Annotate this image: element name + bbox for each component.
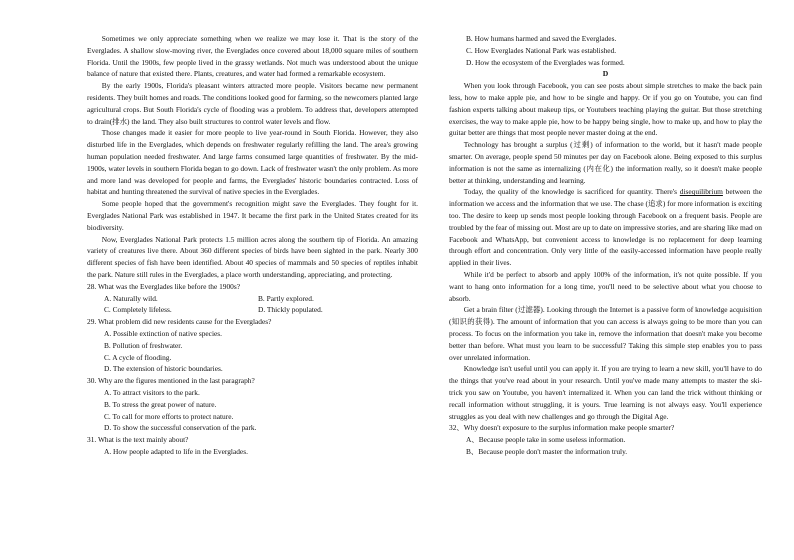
question-29: 29. What problem did new residents cause for the Everglades? — [87, 317, 272, 327]
q32-option-a: A、Because people take in some useless information. — [466, 435, 626, 445]
passage-d-paragraph — [449, 186, 762, 269]
question-28-options-row1 — [87, 293, 418, 305]
q32-option-b: B、Because people don't master the information truly. — [466, 446, 628, 456]
right-column — [449, 33, 762, 458]
question-31: 31. What is the text mainly about? — [87, 435, 189, 445]
passage-c-paragraph: Sometimes we only appreciate something when we realize we may lose it. That is the story of the Everglades. A shallow slow-moving river, the Everglades once covered about 18,000 square miles of southern Florida. Until the 1900s, few people lived in the grassy wetlands. Not much was understood about the unique balance of nature that existed there. Plants, creatures, and water had formed a remarkable ecosystem. — [87, 34, 418, 79]
question-30: 30. Why are the figures mentioned in the last paragraph? — [87, 376, 255, 386]
q31-option-c: C. How Everglades National Park was established. — [466, 45, 617, 55]
q29-option-c: C. A cycle of flooding. — [104, 352, 172, 362]
q30-option-c: C. To call for more efforts to protect nature. — [104, 411, 234, 421]
q31-option-a: A. How people adapted to life in the Everglades. — [104, 446, 248, 456]
passage-d-paragraph: When you look through Facebook, you can see posts about simple stretches to make the back pain less, how to make apple pie, and how to be single and happy. Or if you go on Youtube, you can find fashion experts talking about makeup tips, or Youtubers teaching playing the guitar. But those stretching exercises, the way to make apple pie, how to be happy being single, how to make up, and how to play the guitar better are things that most people never master doing at the end. — [449, 81, 762, 138]
q29-option-b: B. Pollution of freshwater. — [104, 340, 183, 350]
passage-c-paragraph: Those changes made it easier for more people to live year-round in South Florida. However, they also disturbed life in the Everglades, which depends on freshwater regularly refilling the land. The area's growing human population needed freshwater. And large farms consumed large quantities of freshwater. By the mid-1900s, water levels in southern Florida began to go down. Lack of freshwater wasn't the only problem. As more and more land was developed for people and farms, the Everglades' historic boundaries contracted. Loss of habitat and hunting threatened the survival of native species in the Everglades. — [87, 128, 418, 197]
q30-option-b: B. To stress the great power of nature. — [104, 399, 217, 409]
q31-option-b: B. How humans harmed and saved the Everglades. — [466, 34, 617, 43]
left-column — [87, 33, 418, 458]
section-label-d: D — [602, 69, 609, 79]
question-28: 28. What was the Everglades like before the 1900s? — [87, 281, 241, 291]
question-28-options-row2 — [87, 304, 418, 316]
q28-option-c: C. Completely lifeless. — [104, 305, 172, 315]
passage-c-paragraph: By the early 1900s, Florida's pleasant winters attracted more people. Visitors became new permanent residents. They built homes and roads. The conditions looked good for farming, so the newcomers planted large agricultural crops. But South Florida's cycle of flooding was a problem. To address that, developers attempted to drain(排水) the land. They also built structures to control water levels and flow. — [87, 81, 418, 126]
underlined-word-disequilibrium: disequilibrium — [679, 187, 723, 197]
passage-d-paragraph: Get a brain filter (过滤器). Looking through the Internet is a passive form of knowledge acquisition (知识的获得). The amount of information that you can access is always going to be more than you can process. To focus on the information you take in, remove the information that doesn't make you become better than before. What must you learn to be successful? Taking this simple step enables you to pass over unrelated information. — [449, 305, 762, 362]
p3-text-before: Today, the quality of the knowledge is sacrificed for quantity. There's — [463, 187, 680, 197]
passage-d-paragraph: While it'd be perfect to absorb and apply 100% of the information, it's not quite possible. If you want to hang onto information for a long time, you'll need to be selective about what you choose to absorb. — [449, 269, 762, 303]
q30-option-d: D. To show the successful conservation of the park. — [104, 423, 257, 433]
passage-c-paragraph: Some people hoped that the government's recognition might save the Everglades. They fought for it. Everglades National Park was established in 1947. It became the first park in the United States created for its biodiversity. — [87, 199, 418, 232]
question-32: 32、Why doesn't exposure to the surplus information make people smarter? — [449, 423, 675, 433]
q31-option-d: D. How the ecosystem of the Everglades was formed. — [466, 57, 625, 67]
passage-c-paragraph: Now, Everglades National Park protects 1.5 million acres along the southern tip of Florida. An amazing variety of creatures live there. About 360 different species of birds have been sighted in the park. Nearly 300 different species of fish have been identified. About 40 species of mammals and 50 species of reptiles inhabit the park. Nature still rules in the Everglades, a place worth understanding, appreciating, and protecting. — [87, 234, 418, 279]
p3-text-after: between the information we access and the information that we use. The chase (追求) for more information is exciting too. The desire to keep up sends most people looking through Facebook on a frequent basis. People are troubled by the fear of missing out. Most are up to date on impressive stories, and are sharing like mad on Facebook and WhatsApp, but convenient access to knowledge is no replacement for deep learning through effort and concentration. Only very little of the easily-accessed information have people really applied in their lives. — [449, 187, 762, 268]
q29-option-a: A. Possible extinction of native species. — [104, 328, 223, 338]
q28-option-b: B. Partly explored. — [258, 293, 314, 303]
passage-d-paragraph: Knowledge isn't useful until you can apply it. If you are trying to learn a new skill, you'll have to do the things that you've read about in your research. Until you've made many attempts to master the ski-trick you saw on Youtube, you haven't internalized it. When you can land the trick without thinking or recall information without struggling, it is yours. True learning is not always easy. You'll experience struggles as you deal with new challenges and go through the Digital Age. — [449, 364, 762, 421]
q29-option-d: D. The extension of historic boundaries. — [104, 364, 223, 374]
q28-option-d: D. Thickly populated. — [258, 305, 323, 315]
q30-option-a: A. To attract visitors to the park. — [104, 387, 200, 397]
q28-option-a: A. Naturally wild. — [104, 293, 158, 303]
passage-d-paragraph: Technology has brought a surplus (过剩) of information to the world, but it hasn't made people smarter. On average, people spend 50 minutes per day on Facebook alone. Being exposed to this surplus information is not the same as internalizing (内在化) the information really, so it doesn't make people better at thinking, understanding and learning. — [449, 140, 762, 185]
